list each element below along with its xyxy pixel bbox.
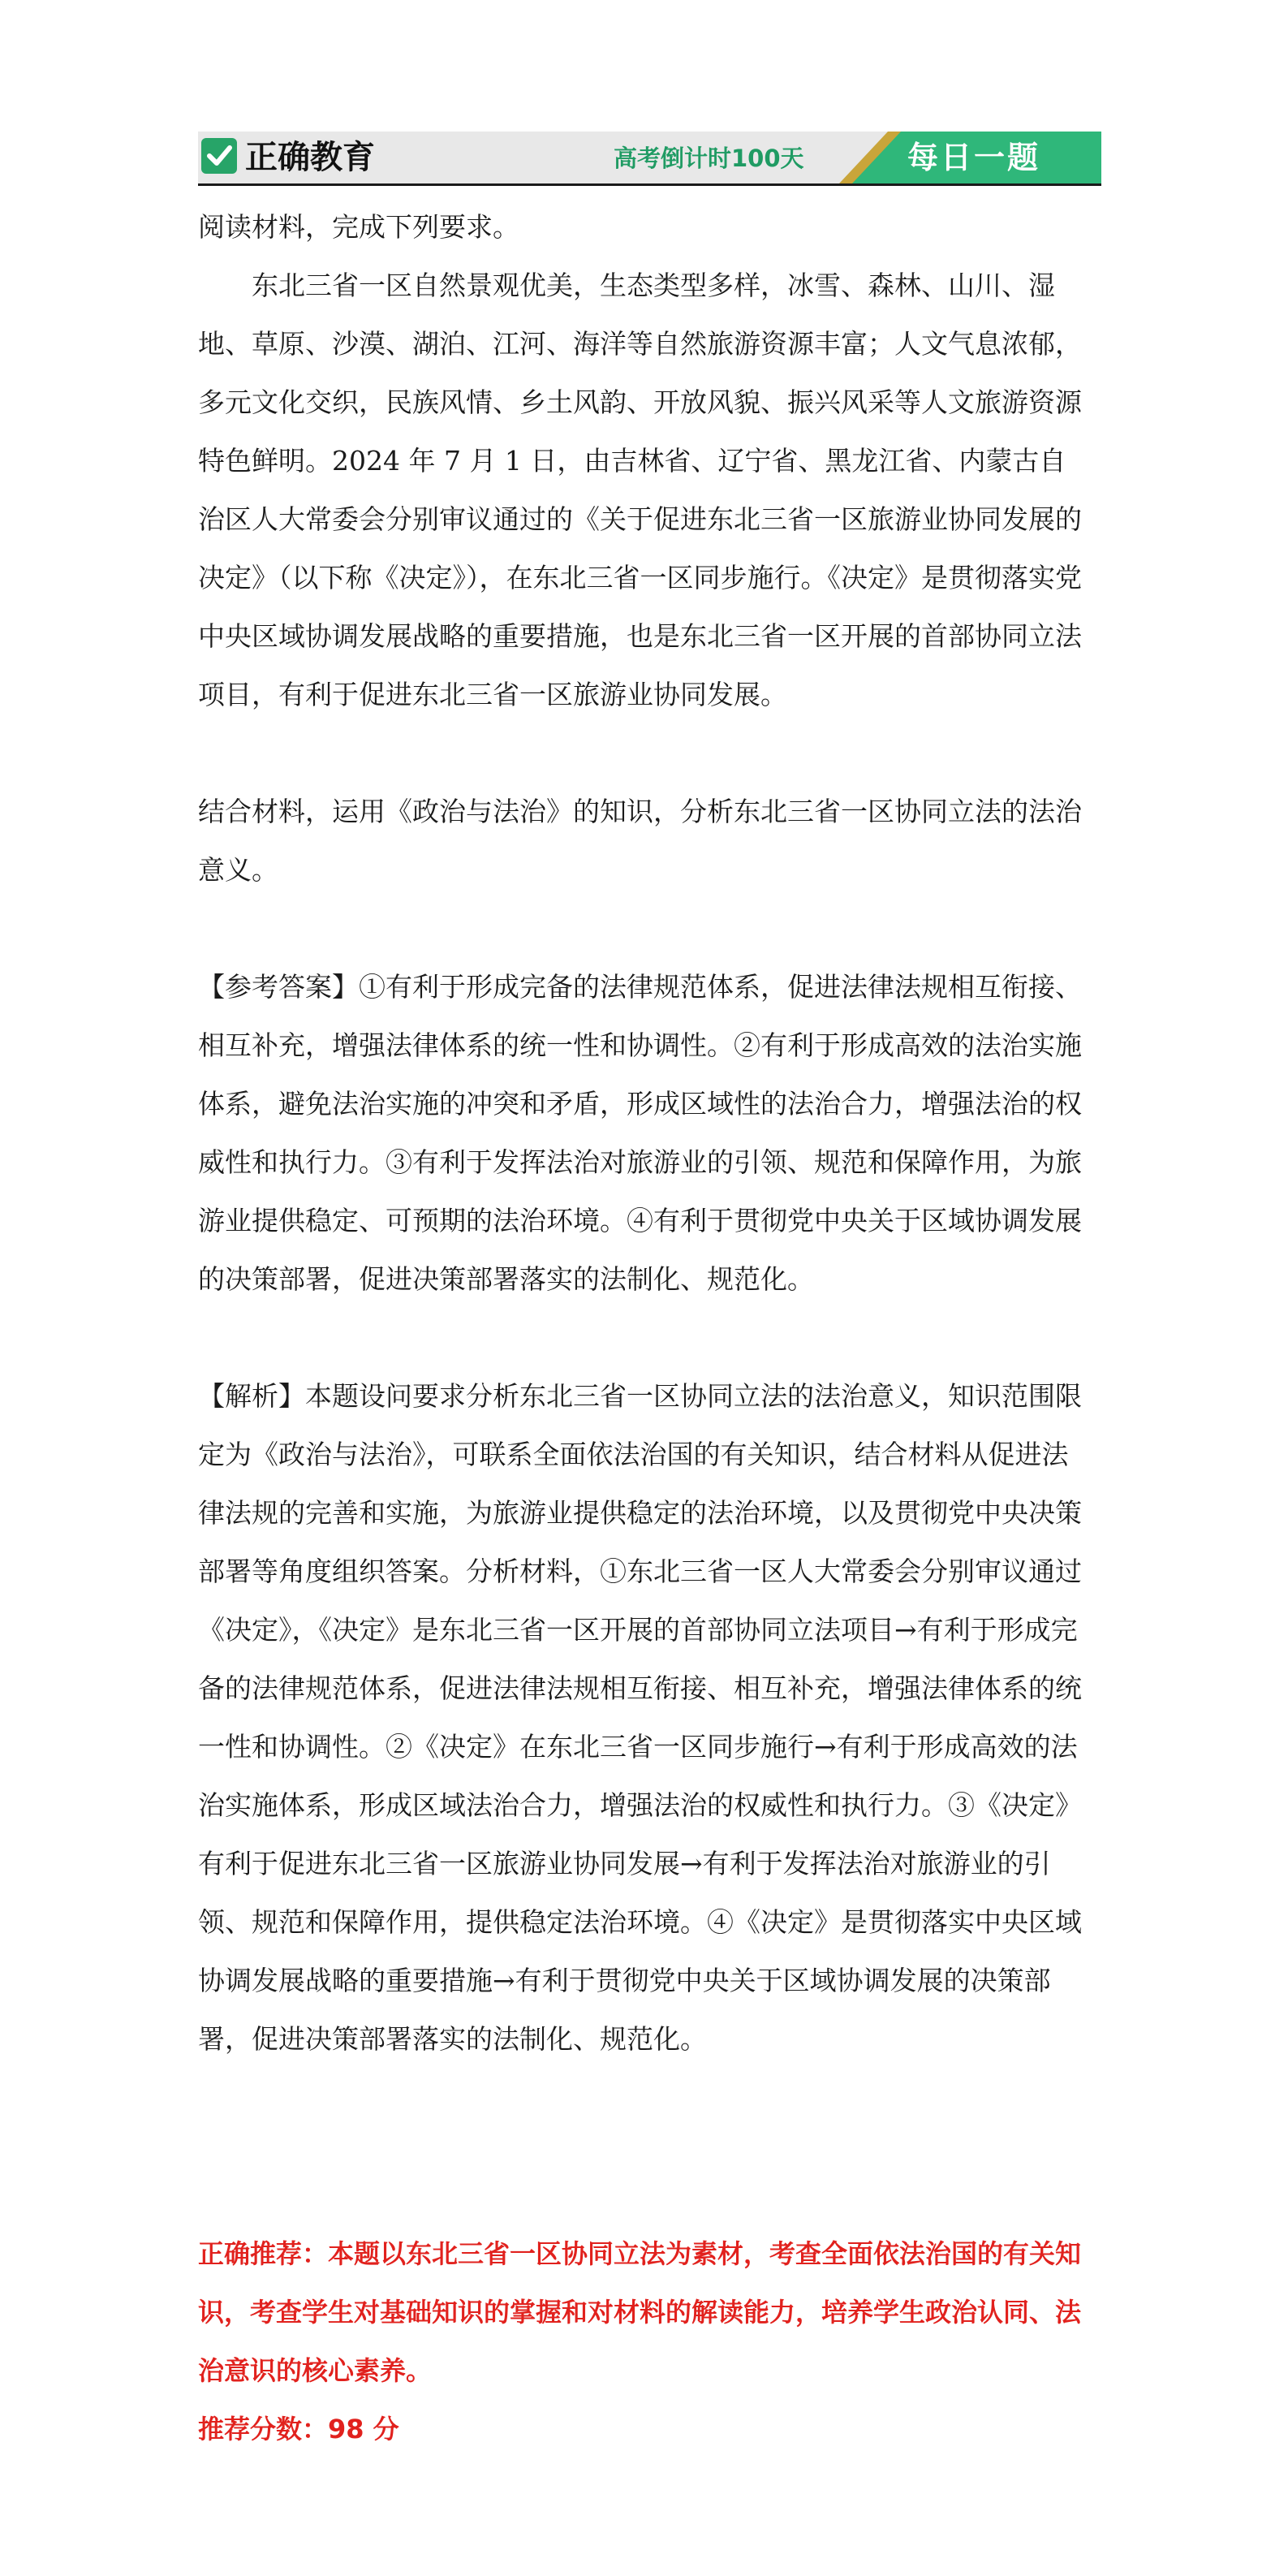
- brand-name: 正确教育: [245, 139, 375, 176]
- check-icon: [201, 138, 237, 174]
- analysis: 【解析】本题设问要求分析东北三省一区协同立法的法治意义，知识范围限定为《政治与法治》，可联系全面依法治国的有关知识，结合材料从促进法律法规的完善和实施，为旅游业提供稳定的法治环境，以及贯彻党中央决策部署等角度组织答案。分析材料，①东北三省一区人大常委会分别审议通过《决定》，《决定》是东北三省一区开展的首部协同立法项目→有利于形成完备的法律规范体系，促进法律法规相互衔接、相互补充，增强法律体系的统一性和协调性。②《决定》在东北三省一区同步施行→有利于形成高效的法治实施体系，形成区域法治合力，增强法治的权威性和执行力。③《决定》有利于促进东北三省一区旅游业协同发展→有利于发挥法治对旅游业的引领、规范和保障作用，提供稳定法治环境。④《决定》是贯彻落实中央区域协调发展战略的重要措施→有利于贯彻党中央关于区域协调发展的决策部署，促进决策部署落实的法制化、规范化。: [198, 1380, 1082, 2055]
- question-prompt: 结合材料，运用《政治与法治》的知识，分析东北三省一区协同立法的法治意义。: [198, 796, 1082, 886]
- material-paragraph: 东北三省一区自然景观优美，生态类型多样，冰雪、森林、山川、湿地、草原、沙漠、湖泊、江河、海洋等自然旅游资源丰富；人文气息浓郁，多元文化交织，民族风情、乡土风韵、开放风貌、振兴风采等人文旅游资源特色鲜明。2024 年 7 月 1 日，由吉林省、辽宁省、黑龙江省、内蒙古自治区人大常委会分别审议通过的《关于促进东北三省一区旅游业协同发展的决定》（以下称《决定》），在东北三省一区同步施行。《决定》是贯彻落实党中央区域协调发展战略的重要措施，也是东北三省一区开展的首部协同立法项目，有利于促进东北三省一区旅游业协同发展。: [198, 270, 1082, 710]
- recommended-score: 推荐分数：98 分: [198, 2414, 399, 2444]
- header-divider: [198, 183, 1101, 186]
- instruction: 阅读材料，完成下列要求。: [198, 211, 519, 243]
- recommendation-text: 正确推荐：本题以东北三省一区协同立法为素材，考查全面依法治国的有关知识，考查学生对基础知识的掌握和对材料的解读能力，培养学生政治认同、法治意识的核心素养。: [198, 2238, 1082, 2386]
- reference-answer: 【参考答案】①有利于形成完备的法律规范体系，促进法律法规相互衔接、相互补充，增强法律体系的统一性和协调性。②有利于形成高效的法治实施体系，避免法治实施的冲突和矛盾，形成区域性的法治合力，增强法治的权威性和执行力。③有利于发挥法治对旅游业的引领、规范和保障作用，为旅游业提供稳定、可预期的法治环境。④有利于贯彻党中央关于区域协调发展的决策部署，促进决策部署落实的法制化、规范化。: [198, 971, 1082, 1295]
- countdown-label: 高考倒计时100天: [614, 145, 804, 172]
- daily-question-title: 每日一题: [907, 140, 1041, 175]
- page-header: [198, 132, 1101, 185]
